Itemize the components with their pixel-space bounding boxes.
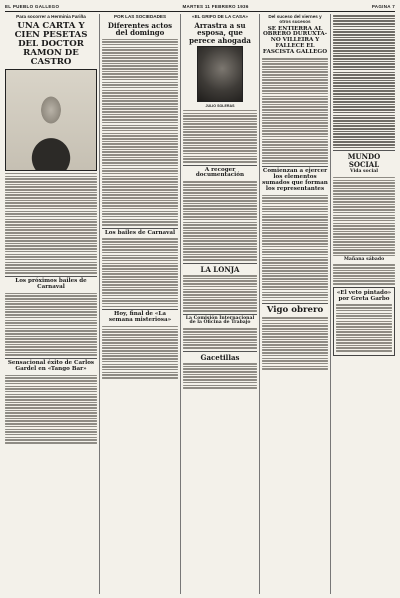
column-5-subhead-1: MUNDO SOCIAL xyxy=(347,152,381,169)
column-4-headline: SE ENTIERRA AL OBRERO DURUXTA-NO VILLEIRA Y FALLECE EL FASCISTA GALLEGO xyxy=(262,25,328,56)
column-2-body xyxy=(102,39,178,226)
column-4-kicker: Del suceso del viernes y otros sucesos xyxy=(268,14,322,24)
column-3-body-2 xyxy=(183,181,257,261)
column-3-headline: Arrastra a su esposa, que perece ahogada xyxy=(189,20,251,45)
column-3-body xyxy=(183,110,257,163)
column-rule xyxy=(259,14,260,594)
column-1-subhead-1: Los próximos bailes de Carnaval xyxy=(15,277,87,290)
column-1-body xyxy=(5,173,97,274)
column-3-photo-caption: JULIO SOLERAS xyxy=(205,103,235,108)
column-4-body-2 xyxy=(262,195,328,301)
column-1-headline: UNA CARTA Y CIEN PESETAS DEL DOCTOR RAMON DE CASTRO xyxy=(14,20,88,67)
column-4 xyxy=(262,14,328,594)
column-1-body-2 xyxy=(5,293,97,356)
column-5-subhead-3: Mañana sábado xyxy=(343,256,385,262)
column-rule xyxy=(330,14,331,594)
column-3-subhead-1: A recoger documentación xyxy=(195,166,245,179)
column-5-subhead-2: Vida social xyxy=(350,169,378,175)
masthead-page-number: PAGINA 7 xyxy=(371,4,395,9)
column-2-kicker: POR LAS SOCIEDADES xyxy=(113,14,167,19)
column-3-body-3 xyxy=(183,275,257,312)
column-1-photo xyxy=(5,69,97,171)
masthead xyxy=(5,4,395,12)
column-rule xyxy=(180,14,181,594)
column-3-portrait xyxy=(197,46,243,102)
column-3-subhead-2: LA LONJA xyxy=(200,264,240,274)
column-3-subhead-3: La Comisión Internacional de la Oficina de Trabajo xyxy=(185,315,255,326)
column-4-subhead-2: Vigo obrero xyxy=(266,305,324,316)
column-3-subhead-4: Gacetillas xyxy=(200,352,240,362)
column-3-body-5 xyxy=(183,363,257,389)
column-2 xyxy=(102,14,178,594)
column-5-subhead-4: «El veto pintado» por Greta Garbo xyxy=(336,289,392,302)
column-2-body-3 xyxy=(102,326,178,379)
column-5-ad-box xyxy=(333,287,395,356)
column-5 xyxy=(333,14,395,594)
column-2-subhead-2: Hoy, final de «La semana misteriosa» xyxy=(108,311,172,324)
column-1 xyxy=(5,14,97,594)
column-4-body xyxy=(262,58,328,164)
column-1-subhead-2: Sensacional éxito de Carlos Gardel en «Tango Bar» xyxy=(7,360,95,372)
column-3 xyxy=(183,14,257,594)
column-5-body-2 xyxy=(333,177,395,257)
masthead-date: MARTES 11 FEBRERO 1936 xyxy=(182,4,249,9)
column-1-body-3 xyxy=(5,375,97,444)
column-2-body-2 xyxy=(102,238,178,307)
column-4-subhead-1: Comienzan a ejercer los elementos sumados que forman los representantes xyxy=(262,168,328,192)
column-4-body-3 xyxy=(262,317,328,370)
column-grid xyxy=(5,14,395,594)
column-rule xyxy=(99,14,100,594)
column-5-body xyxy=(333,15,395,148)
column-3-body-4 xyxy=(183,328,257,348)
masthead-title: EL PUEBLO GALLEGO xyxy=(5,4,60,9)
column-5-body-3 xyxy=(333,264,395,284)
column-3-kicker: «EL GRIFO DE LA CASA» xyxy=(192,14,248,19)
column-1-kicker: Para socorrer a Herminia Fariña xyxy=(16,14,86,19)
column-2-headline: Diferentes actos del domingo xyxy=(107,20,173,38)
column-2-subhead-1: Los bailes de Carnaval xyxy=(104,229,176,236)
column-5-ad-body xyxy=(336,304,392,351)
